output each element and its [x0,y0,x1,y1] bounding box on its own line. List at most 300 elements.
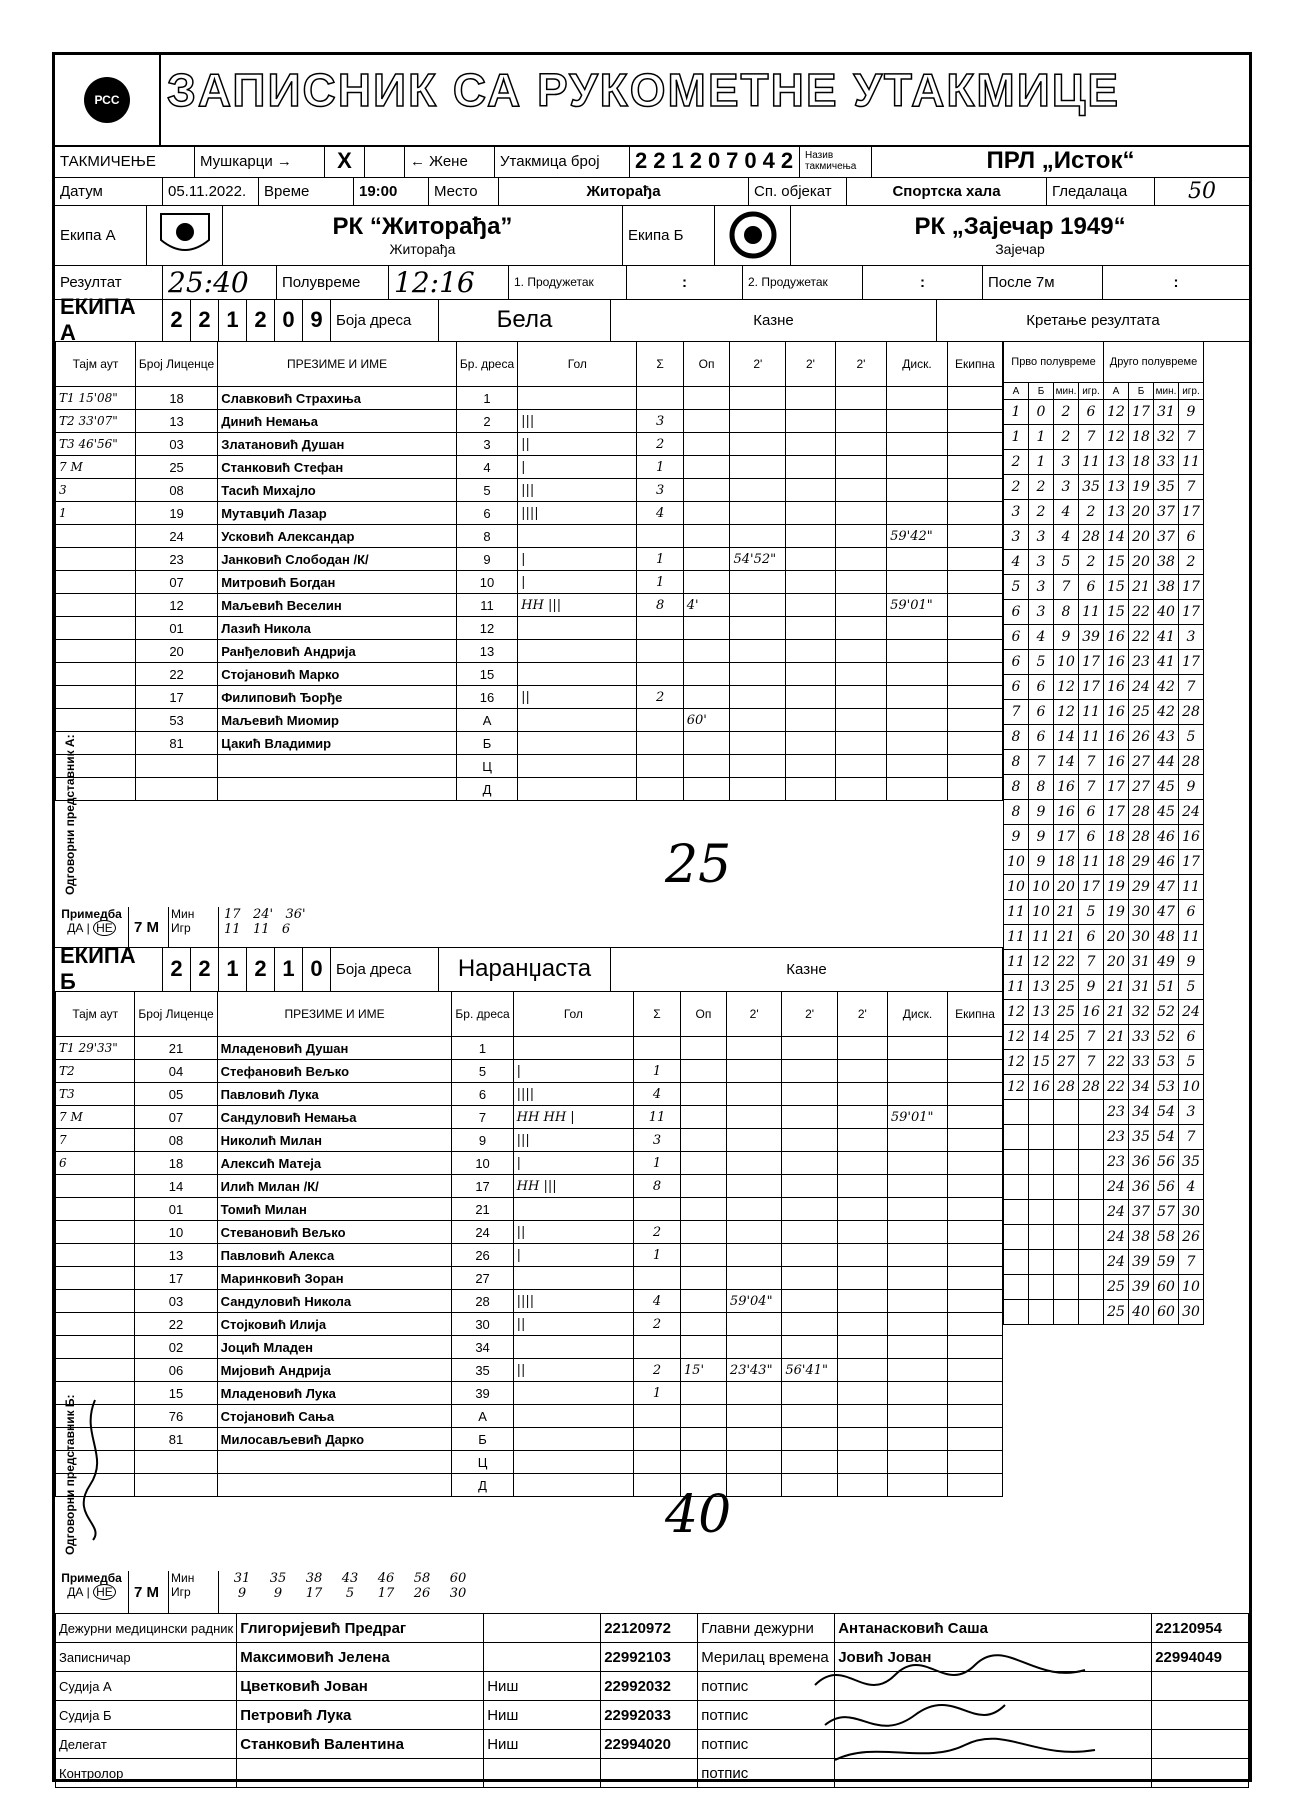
progress-cell: 3 [1179,625,1204,650]
men-mark: X [325,145,365,177]
progress-cell: 27 [1054,1050,1079,1075]
license-cell [135,755,217,778]
suspension-cell [782,1451,837,1474]
progress-cell: 7 [1079,1025,1104,1050]
team-penalty-cell [947,755,1002,778]
timeout-cell [56,1290,135,1313]
player-name: Јоцић Младен [217,1336,452,1359]
ot1-score: : [627,265,743,299]
goal-sum: 1 [634,1382,681,1405]
progress-cell: 6 [1079,575,1104,600]
official-role-2: Главни дежурни [698,1614,835,1643]
team-penalty-cell [947,709,1002,732]
disqualification-cell [887,1175,947,1198]
goal-sum: 3 [634,1129,681,1152]
progress-cell: 36 [1129,1150,1154,1175]
jersey-number: 24 [452,1221,513,1244]
table-row [56,1405,1003,1428]
suspension-cell [786,456,836,479]
player-name: Маљевић Веселин [218,594,457,617]
disqualification-cell [887,663,948,686]
progress-cell: 25 [1104,1275,1129,1300]
progress-cell: 2 [1054,425,1079,450]
min-label: Мин [171,907,195,921]
table-row [56,387,1003,410]
col-header-timeout: Тајм аут [56,992,135,1037]
progress-cell: 37 [1154,500,1179,525]
progress-cell: 25 [1129,700,1154,725]
jersey-number: 26 [452,1244,513,1267]
progress-row [1004,975,1204,1000]
disqualification-cell: 59'01" [887,1106,947,1129]
progress-cell: 18 [1129,450,1154,475]
team-b-rep-signature-icon [75,1395,115,1545]
table-row [56,1313,1003,1336]
progress-cell: 12 [1104,400,1129,425]
progress-cell: 12 [1104,425,1129,450]
official-name [237,1759,484,1788]
goal-tally [518,387,637,410]
warning-cell [680,1428,726,1451]
suspension-cell [786,433,836,456]
disqualification-cell [887,410,948,433]
progress-cell: 9 [1029,800,1054,825]
official-row [56,1614,1249,1643]
progress-cell: 4 [1054,500,1079,525]
warning-cell [680,1152,726,1175]
progress-cell: 16 [1029,1075,1054,1100]
jersey-number: Б [456,732,517,755]
license-cell: 23 [135,548,217,571]
progress-row [1004,1300,1204,1325]
col-header-goal: Гол [518,342,637,387]
note-no[interactable]: НЕ [93,1584,116,1600]
note-label: Примедба [61,1571,122,1585]
progress-cell: 59 [1154,1250,1179,1275]
progress-cell [1004,1300,1029,1325]
progress-cell [1079,1100,1104,1125]
progress-cell: 34 [1129,1075,1154,1100]
player-name: Павловић Лука [217,1083,452,1106]
progress-cell: 47 [1154,875,1179,900]
progress-cell: 38 [1154,575,1179,600]
progress-cell: 2 [1004,475,1029,500]
progress-cell: 16 [1104,725,1129,750]
official-name: Цветковић Јован [237,1672,484,1701]
suspension-cell [786,594,836,617]
warning-cell [683,502,730,525]
player-name: Динић Немања [218,410,457,433]
progress-cell: 51 [1154,975,1179,1000]
team-a-code-digit: 1 [219,299,247,341]
ot2-label: 2. Продужетак [743,265,863,299]
progress-cell: 5 [1179,725,1204,750]
suspension-cell [782,1405,837,1428]
progress-cell [1079,1300,1104,1325]
progress-cell: 8 [1054,600,1079,625]
suspension-cell [835,387,886,410]
table-row [56,525,1003,548]
jersey-number: 10 [452,1152,513,1175]
col-header-sum: Σ [637,342,683,387]
progress-cell: 17 [1179,650,1204,675]
suspension-cell [837,1290,887,1313]
progress-cell: 53 [1154,1075,1179,1100]
team-a-rep-label: Одговорни представник А: [63,734,77,895]
official-license [601,1759,698,1788]
license-cell: 18 [135,387,217,410]
progress-cell: 24 [1104,1225,1129,1250]
progress-cell: 52 [1154,1000,1179,1025]
goal-sum: 3 [637,410,683,433]
warning-cell [683,617,730,640]
suspension-cell [726,1060,781,1083]
progress-cell: 17 [1179,500,1204,525]
disqualification-cell [887,571,948,594]
progress-row [1004,450,1204,475]
progress-cell: 10 [1054,650,1079,675]
progress-cell: 30 [1129,900,1154,925]
ot1-label: 1. Продужетак [509,265,627,299]
progress-cell: 6 [1079,825,1104,850]
m7-min: 43 [341,1571,359,1586]
team-penalty-cell [948,1359,1003,1382]
progress-cell: 10 [1179,1275,1204,1300]
suspension-cell [837,1175,887,1198]
progress-cell: 31 [1129,950,1154,975]
team-b-code-digit: 2 [191,947,219,991]
progress-row [1004,1250,1204,1275]
progress-col: игр. [1179,383,1204,400]
warning-cell [683,755,730,778]
federation-logo [55,55,161,145]
progress-row [1004,725,1204,750]
progress-cell: 4 [1179,1175,1204,1200]
goal-sum [637,709,683,732]
team-penalty-cell [948,1037,1003,1060]
note-yes[interactable]: ДА [67,1585,84,1599]
jersey-number: А [452,1405,513,1428]
suspension-cell [730,732,786,755]
suspension-cell [730,663,786,686]
col-header-license: Број Лиценце [135,992,217,1037]
progress-cell: 35 [1179,1150,1204,1175]
team-b-note: Примедба ДА | НЕ [55,1571,129,1613]
suspension-cell [835,617,886,640]
progress-cell: 6 [1079,800,1104,825]
progress-cell: 8 [1004,750,1029,775]
progress-cell: 33 [1129,1050,1154,1075]
goal-sum [637,617,683,640]
team-penalty-cell [947,548,1002,571]
goal-tally: HH ||| [513,1175,633,1198]
disqualification-cell [887,1359,947,1382]
timeout-cell [56,1313,135,1336]
goal-tally [513,1451,633,1474]
progress-row [1004,675,1204,700]
suspension-cell [837,1428,887,1451]
progress-cell: 16 [1054,800,1079,825]
progress-cell: 6 [1079,400,1104,425]
suspension-cell [782,1290,837,1313]
suspension-cell [782,1244,837,1267]
suspension-cell: 23'43" [726,1359,781,1382]
progress-cell: 16 [1104,650,1129,675]
table-row [56,1290,1003,1313]
team-penalty-cell [948,1451,1003,1474]
disqualification-cell: 59'01" [887,594,948,617]
progress-cell: 24 [1129,675,1154,700]
player-name: Сандуловић Никола [217,1290,452,1313]
progress-cell: 11 [1079,700,1104,725]
table-row [56,1221,1003,1244]
progress-cell: 3 [1029,575,1054,600]
goal-tally: HH HH | [513,1106,633,1129]
suspension-cell [837,1405,887,1428]
team-a-section-label: ЕКИПА А [55,299,163,341]
disqualification-cell [887,1152,947,1175]
match-no: 221207042 [630,145,800,177]
team-a-crest [147,205,223,265]
team-penalty-cell [948,1267,1003,1290]
table-row [56,1152,1003,1175]
player-name: Младеновић Душан [217,1037,452,1060]
license-cell: 10 [135,1221,217,1244]
team-b-code-digit: 1 [219,947,247,991]
m7-min: 24' [252,907,274,922]
progress-cell: 9 [1079,975,1104,1000]
progress-cell: 15 [1104,600,1129,625]
team-a-code-digit: 2 [247,299,275,341]
progress-cell [1004,1200,1029,1225]
competition-row [55,145,1249,178]
progress-row [1004,1225,1204,1250]
progress-cell: 22 [1104,1075,1129,1100]
team-penalty-cell [948,1198,1003,1221]
player-name: Тасић Михајло [218,479,457,502]
timeout-cell: 6 [56,1152,135,1175]
progress-cell: 16 [1104,700,1129,725]
table-row [56,640,1003,663]
player-name: Мијовић Андрија [217,1359,452,1382]
suspension-cell [782,1175,837,1198]
suspension-cell [786,502,836,525]
jersey-number: 39 [452,1382,513,1405]
m7-player: 5 [345,1586,355,1601]
team-penalty-cell [947,778,1002,801]
official-city: Ниш [484,1701,601,1730]
col-header-name: ПРЕЗИМЕ И ИМЕ [218,342,457,387]
suspension-cell [726,1198,781,1221]
progress-cell: 57 [1154,1200,1179,1225]
progress-cell: 16 [1179,825,1204,850]
progress-cell [1004,1150,1029,1175]
progress-cell: 5 [1054,550,1079,575]
progress-cell: 7 [1179,1250,1204,1275]
progress-cell: 24 [1104,1200,1129,1225]
jersey-number: 6 [456,502,517,525]
progress-cell: 60 [1154,1300,1179,1325]
player-name: Славковић Страхиња [218,387,457,410]
goal-sum: 2 [634,1359,681,1382]
jersey-number: Д [456,778,517,801]
progress-cell: 17 [1179,850,1204,875]
team-penalty-cell [948,1221,1003,1244]
timeout-cell: T1 15'08" [56,387,136,410]
team-b-penalties-label: Казне [611,947,1003,991]
player-name: Илић Милан /К/ [217,1175,452,1198]
timeout-cell [56,1221,135,1244]
warning-cell [680,1405,726,1428]
license-cell: 15 [135,1382,217,1405]
jersey-number: 5 [456,479,517,502]
progress-cell: 3 [1054,450,1079,475]
progress-cell: 3 [1029,550,1054,575]
progress-cell: 14 [1029,1025,1054,1050]
progress-cell: 19 [1104,875,1129,900]
progress-cell: 21 [1129,575,1154,600]
disqualification-cell [887,1221,947,1244]
progress-cell [1079,1150,1104,1175]
progress-row [1004,800,1204,825]
goal-sum [637,663,683,686]
goal-tally [513,1382,633,1405]
team-b-7m-heads [169,1571,219,1613]
progress-cell: 17 [1079,675,1104,700]
progress-col: А [1004,383,1029,400]
progress-cell: 11 [1029,925,1054,950]
progress-row [1004,850,1204,875]
timeout-cell: T3 46'56" [56,433,136,456]
progress-cell: 39 [1129,1275,1154,1300]
table-header [56,992,1003,1037]
progress-cell: 24 [1104,1250,1129,1275]
progress-cell: 28 [1179,750,1204,775]
second-half-label: Друго полувреме [1104,342,1204,383]
progress-cell [1004,1125,1029,1150]
goal-sum [634,1198,681,1221]
progress-cell: 9 [1029,850,1054,875]
official-name: Глигоријевић Предраг [237,1614,484,1643]
progress-cell [1029,1150,1054,1175]
col-header-goal: Гол [513,992,633,1037]
warning-cell [683,640,730,663]
progress-cell: 8 [1029,775,1054,800]
progress-cell [1054,1175,1079,1200]
progress-row [1004,400,1204,425]
suspension-cell [726,1221,781,1244]
team-penalty-cell [947,663,1002,686]
progress-cell [1029,1225,1054,1250]
progress-cell: 32 [1129,1000,1154,1025]
team-penalty-cell [947,410,1002,433]
suspension-cell [837,1382,887,1405]
progress-row [1004,475,1204,500]
player-label: Игр [171,921,191,935]
progress-col: Б [1129,383,1154,400]
warning-cell: 60' [683,709,730,732]
suspension-cell [782,1313,837,1336]
progress-cell: 32 [1154,425,1179,450]
progress-cell: 5 [1079,900,1104,925]
jersey-number: 7 [452,1106,513,1129]
progress-cell [1004,1275,1029,1300]
progress-cell: 21 [1054,925,1079,950]
progress-cell: 4 [1054,525,1079,550]
progress-cell: 1 [1004,425,1029,450]
warning-cell [683,456,730,479]
progress-row [1004,575,1204,600]
suspension-cell [726,1382,781,1405]
note-no[interactable]: НЕ [93,920,116,936]
ot2-score: : [863,265,983,299]
progress-cell: 10 [1029,900,1054,925]
progress-cell: 40 [1129,1300,1154,1325]
jersey-number: 12 [456,617,517,640]
progress-cell [1054,1225,1079,1250]
official-license-2 [1152,1672,1249,1701]
suspension-cell [726,1405,781,1428]
player-name: Николић Милан [217,1129,452,1152]
note-yes[interactable]: ДА [67,921,84,935]
progress-cell: 2 [1029,475,1054,500]
progress-cell: 1 [1029,450,1054,475]
player-name: Мутавџић Лазар [218,502,457,525]
team-penalty-cell [947,479,1002,502]
suspension-cell [782,1198,837,1221]
disqualification-cell [887,640,948,663]
progress-row [1004,525,1204,550]
license-cell: 81 [135,732,217,755]
progress-cell: 4 [1029,625,1054,650]
jersey-number: Ц [452,1451,513,1474]
suspension-cell [782,1106,837,1129]
player-name: Стојановић Сања [217,1405,452,1428]
teams-row [55,205,1249,266]
suspension-cell [726,1313,781,1336]
jersey-number: 1 [456,387,517,410]
empty-cell [365,145,405,177]
disqualification-cell [887,1267,947,1290]
timeout-cell: 7 [56,1129,135,1152]
suspension-cell [786,387,836,410]
goal-tally: | [518,571,637,594]
suspension-cell [730,755,786,778]
sheet-header [55,55,1249,147]
progress-cell: 46 [1154,825,1179,850]
col-header-timeout: Тајм аут [56,342,136,387]
timeout-cell [56,1359,135,1382]
player-name: Ранђеловић Андрија [218,640,457,663]
official-role-2: потпис [698,1730,835,1759]
jersey-number: 16 [456,686,517,709]
progress-cell: 7 [1179,425,1204,450]
progress-cell [1004,1175,1029,1200]
suspension-cell [835,571,886,594]
official-role: Судија Б [56,1701,237,1730]
license-cell: 76 [135,1405,217,1428]
player-name: Стевановић Вељко [217,1221,452,1244]
suspension-cell [782,1382,837,1405]
jersey-number: 34 [452,1336,513,1359]
team-a-7m-label: 7 M [129,907,169,947]
progress-cell: 22 [1054,950,1079,975]
goal-sum [637,640,683,663]
progress-cell: 18 [1129,425,1154,450]
timeout-cell: T2 33'07" [56,410,136,433]
timeout-cell: 1 [56,502,136,525]
warning-cell [683,778,730,801]
